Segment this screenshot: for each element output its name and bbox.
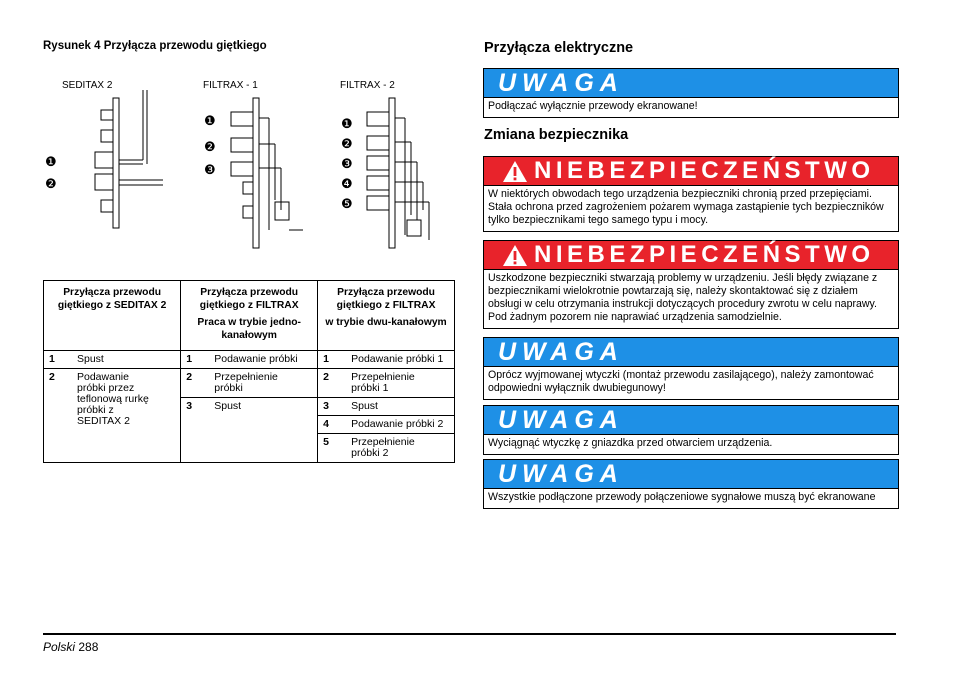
caution-box (483, 337, 899, 400)
column-filtrax-dual (318, 281, 455, 351)
table-row: 2 Przepełnienie próbki 1 (318, 369, 454, 398)
danger-header: NIEBEZPIECZEŃSTWO (484, 157, 898, 185)
column-filtrax-single-rows (181, 351, 318, 463)
marker-3: ❸ (341, 156, 353, 171)
danger-text: W niektórych obwodach tego urządzenia bezpieczniki chronią przed przepięciami. Stała ochrona przed zagrożeniem pożarem wymaga zastąpienie tych bezpieczników tylko bezpiecznikami tego samego typu i mocy. (484, 185, 898, 231)
footer-language: Polski (43, 640, 76, 654)
caution-text: Wszystkie podłączone przewody połączeniowe sygnałowe muszą być ekranowane (484, 488, 898, 508)
danger-header: NIEBEZPIECZEŃSTWO (484, 241, 898, 269)
page-number: 288 (78, 640, 99, 654)
caution-box (483, 68, 899, 118)
page-footer (43, 640, 98, 654)
table-row: 1 Podawanie próbki 1 (318, 351, 454, 369)
caution-header: UWAGA (484, 406, 898, 434)
connection-table (43, 280, 455, 463)
caution-text: Oprócz wyjmowanej wtyczki (montaż przewodu zasilającego), należy zamontować odpowiedni wyłącznik dwubiegunowy! (484, 366, 898, 399)
marker-3: ❸ (204, 162, 216, 177)
caution-header: UWAGA (484, 460, 898, 488)
caution-header: UWAGA (484, 69, 898, 97)
table-row: 5 Przepełnienie próbki 2 (323, 436, 415, 459)
figure-title: Rysunek 4 Przyłącza przewodu giętkiego (43, 40, 267, 52)
danger-box (483, 156, 899, 232)
marker-1: ❶ (45, 154, 57, 169)
marker-1: ❶ (341, 116, 353, 131)
table-row: 4 Podawanie próbki 2 (318, 416, 454, 434)
danger-text: Uszkodzone bezpieczniki stwarzają problemy w urządzeniu. Jeśli błędy związane z bezpiecznikami wielokrotnie powtarzają się, należy skontaktować się z działem obsługi w celu otrzymania instrukcji dotyczących procedury zwrotu w celu naprawy. Pod żadnym pozorem nie naprawiać urządzenia samodzielnie. (484, 269, 898, 328)
caution-header: UWAGA (484, 338, 898, 366)
warning-icon (502, 244, 528, 267)
label-filtrax-1: FILTRAX - 1 (203, 80, 258, 91)
warning-icon (502, 160, 528, 183)
column-header: Przyłącza przewodu giętkiego z FILTRAX w trybie dwu-kanałowym (325, 287, 447, 328)
marker-2: ❷ (341, 136, 353, 151)
column-filtrax-dual-rows (318, 351, 455, 463)
table-row: 2 Przepełnienie próbki (181, 369, 317, 398)
table-row: 1 Spust (44, 351, 180, 369)
column-header: Przyłącza przewodu giętkiego z SEDITAX 2 (57, 287, 167, 311)
marker-1: ❶ (204, 113, 216, 128)
table-row: 3 Spust (318, 398, 454, 416)
table-row: 3 Spust (186, 400, 242, 412)
footer-divider (43, 633, 896, 635)
column-header: Przyłącza przewodu giętkiego z FILTRAX Praca w trybie jedno-kanałowym (197, 287, 301, 341)
marker-2: ❷ (45, 176, 57, 191)
table-row: 1 Podawanie próbki (181, 351, 317, 369)
table-row: 2 Podawanie próbki przez teflonową rurkę próbki z SEDITAX 2 (49, 371, 149, 427)
danger-box (483, 240, 899, 329)
label-seditax: SEDITAX 2 (62, 80, 113, 91)
caution-text: Podłączać wyłącznie przewody ekranowane! (484, 97, 898, 117)
caution-box (483, 459, 899, 509)
caution-text: Wyciągnąć wtyczkę z gniazdka przed otwarciem urządzenia. (484, 434, 898, 454)
marker-5: ❺ (341, 196, 353, 211)
column-seditax-rows (44, 351, 181, 463)
marker-2: ❷ (204, 139, 216, 154)
caution-box (483, 405, 899, 455)
column-filtrax-single (181, 281, 318, 351)
marker-4: ❹ (341, 176, 353, 191)
label-filtrax-2: FILTRAX - 2 (340, 80, 395, 91)
hose-connection-diagram (43, 90, 453, 250)
column-seditax (44, 281, 181, 351)
section-heading-fuse: Zmiana bezpiecznika (484, 127, 629, 143)
section-heading-electrical: Przyłącza elektryczne (484, 40, 634, 56)
